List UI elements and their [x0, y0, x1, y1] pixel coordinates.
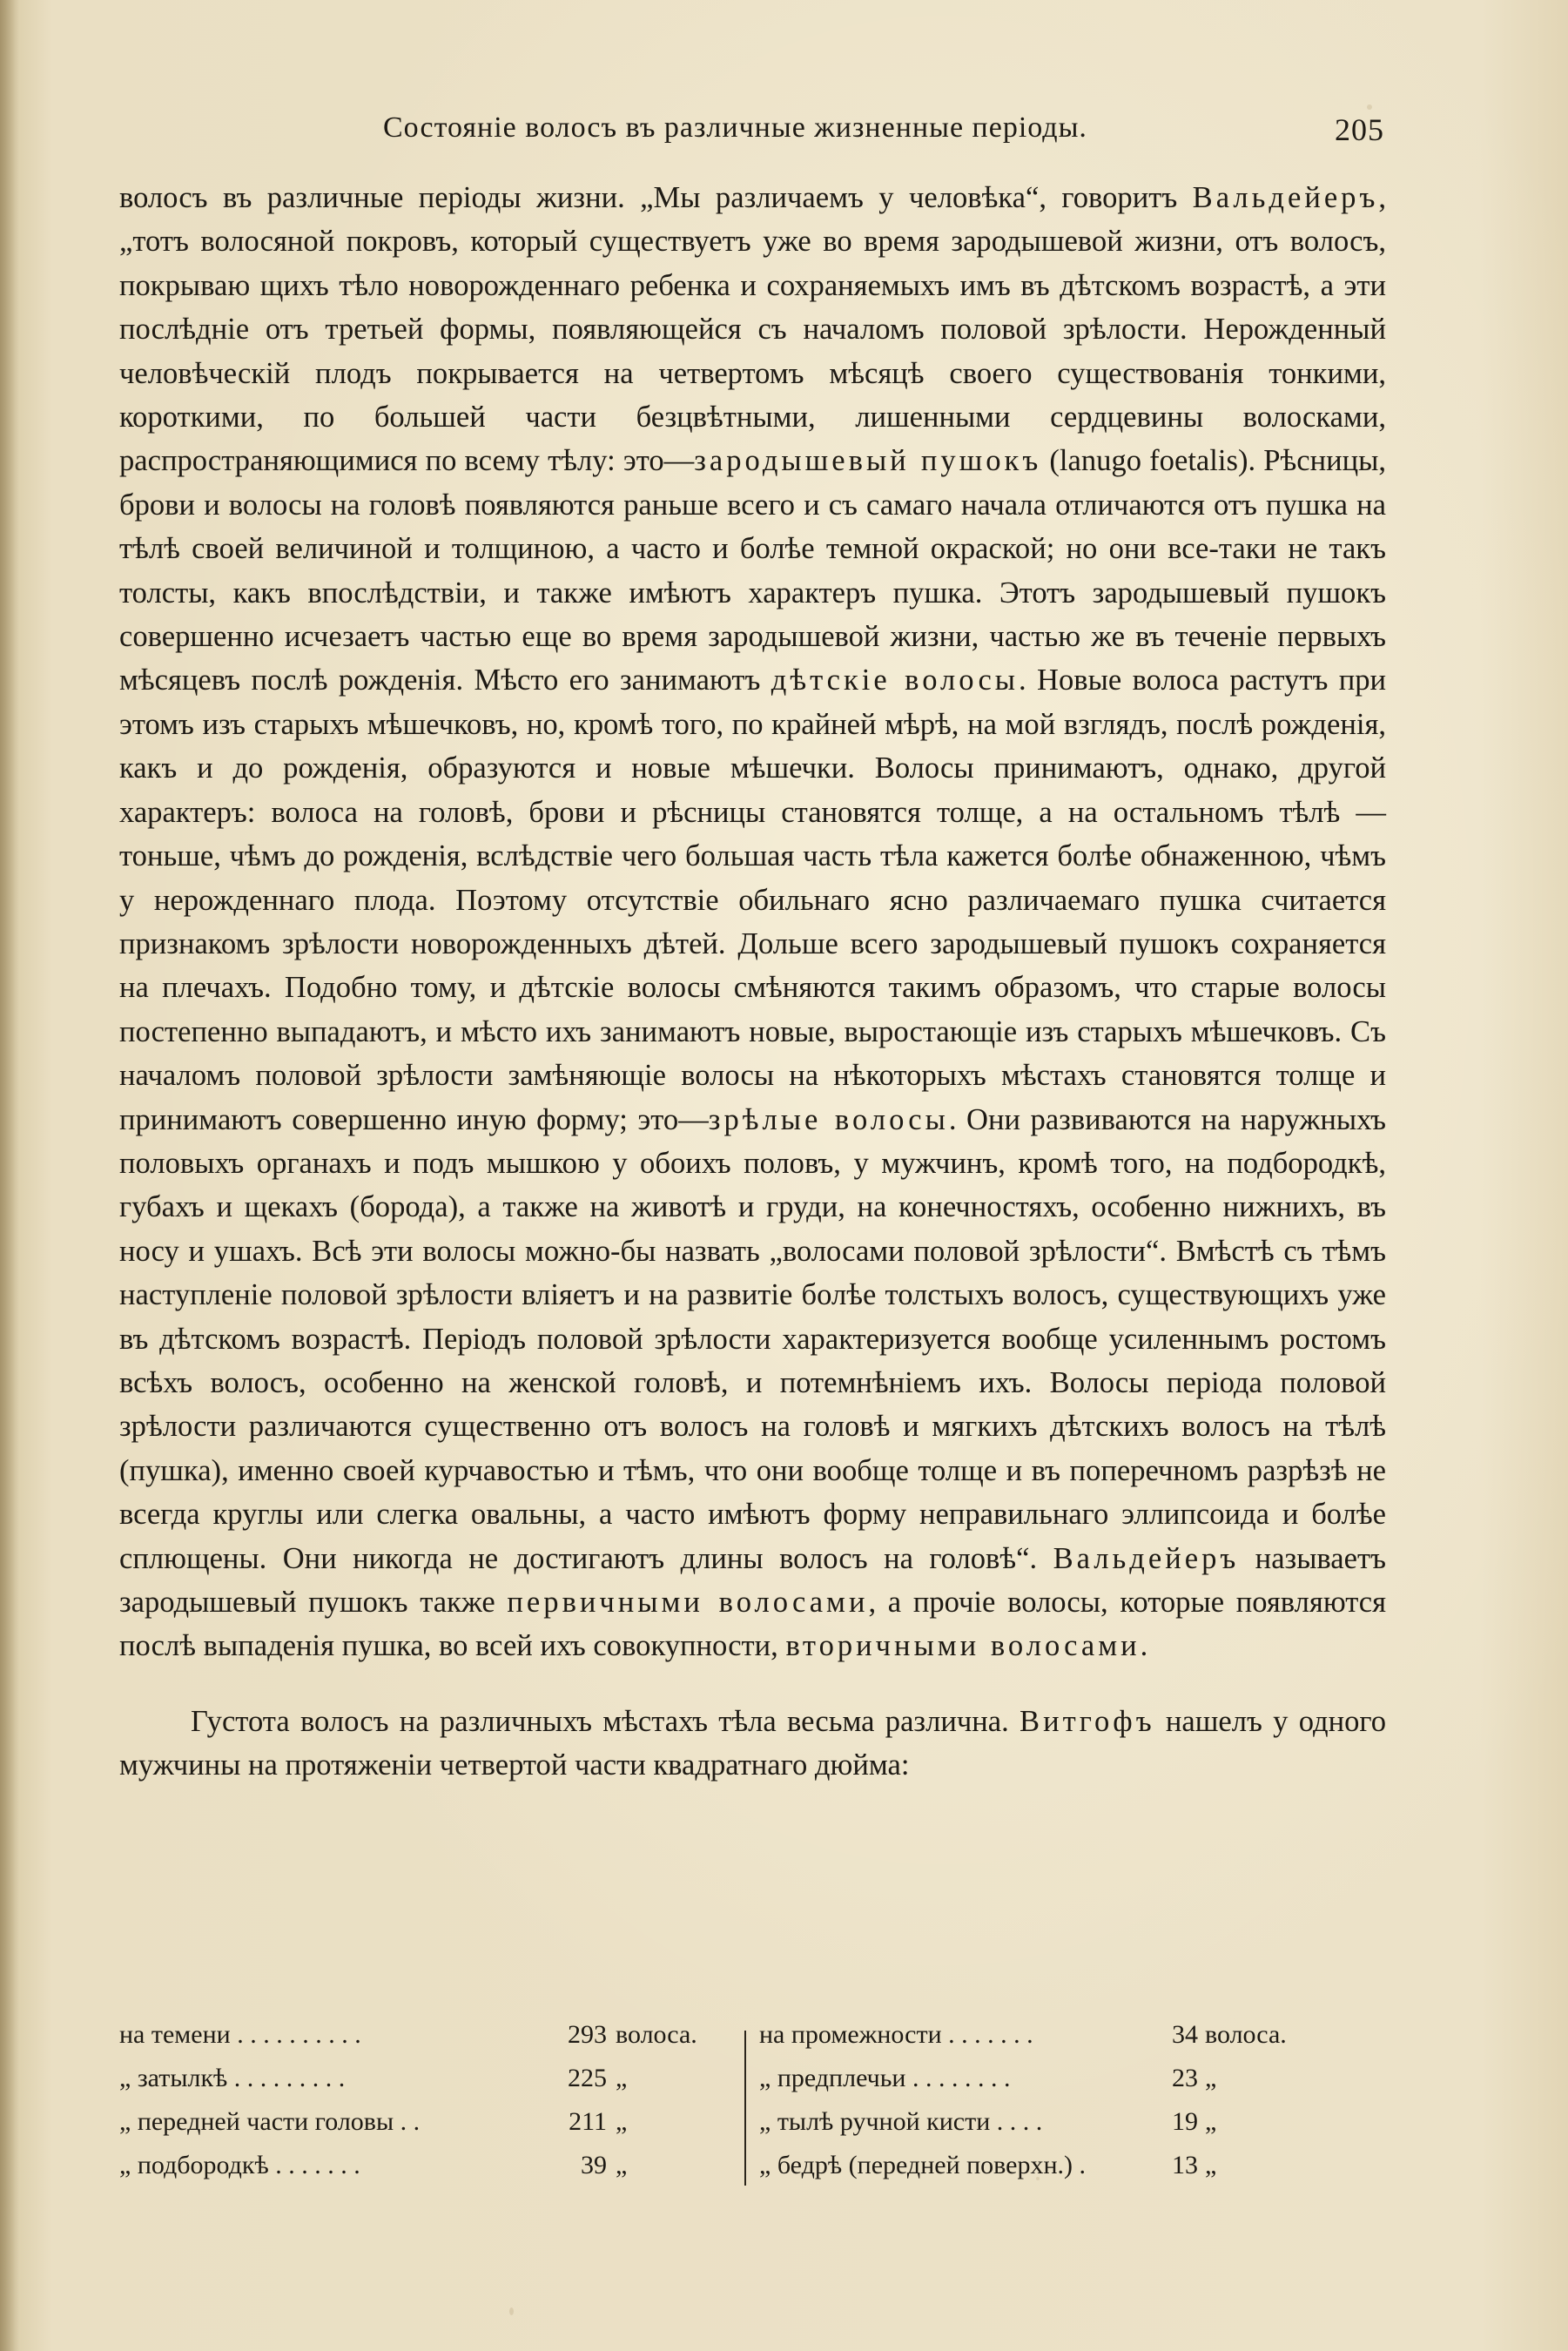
- running-title: Состоянiе волосъ въ различные жизненные перiоды.: [383, 111, 1087, 144]
- table-row: [759, 2020, 1386, 2064]
- paper-spot: [509, 2307, 514, 2315]
- row-unit: „: [1205, 2151, 1217, 2179]
- text-run: , а прочiе волосы, которые появляются послѣ выпаденiя пушка, во всей ихъ совокупности,: [119, 1586, 1386, 1663]
- row-unit: волоса.: [616, 2020, 697, 2049]
- hair-density-table: [119, 2020, 1386, 2194]
- page-number: 205: [1335, 112, 1384, 147]
- author-name: Витгофъ: [1020, 1704, 1155, 1738]
- row-value: 13: [1172, 2151, 1198, 2179]
- text-run: . Они развиваются на наружныхъ половыхъ органахъ и подъ мышкою у обоихъ половъ, у мужчинъ, кромѣ того, на подбородкѣ, губахъ и щекахъ (борода), а также на животѣ и груди, на конечностяхъ, особенно нижнихъ, въ носу и ушахъ. Всѣ эти волосы можно-бы назвать „волосами половой зрѣлости“. Вмѣстѣ съ тѣмъ наступленiе половой зрѣлости влiяетъ и на развитiе болѣе толстыхъ волосъ, существующихъ уже въ дѣтскомъ возрастѣ. Перiодъ половой зрѣлости характеризуется вообще усиленнымъ ростомъ всѣхъ волосъ, особенно на женской головѣ, и потемнѣнiемъ ихъ. Волосы перiода половой зрѣлости различаются существенно отъ волосъ на головѣ и мягкихъ дѣтскихъ волосъ на тѣлѣ (пушка), именно своей курчавостью и тѣмъ, что они вообще толще и въ поперечномъ разрѣзѣ не всегда круглы или слегка овальны, а часто имѣютъ форму неправильнаго эллипсоида и болѣе сплющены. Они никогда не достигаютъ длины волосъ на головѣ“.: [119, 1102, 1386, 1575]
- row-label: „ предплечьи . . . . . . . .: [759, 2064, 1011, 2092]
- term-emphasis: зрѣлые волосы: [708, 1102, 949, 1136]
- term-emphasis: дѣтскiе волосы: [771, 664, 1020, 697]
- column-divider: [744, 2031, 746, 2186]
- row-label: „ передней части головы . .: [119, 2107, 421, 2136]
- row-value: 19: [1172, 2107, 1198, 2136]
- row-unit: „: [616, 2107, 628, 2136]
- running-head: [118, 111, 1384, 155]
- paragraph-1: [119, 176, 1386, 1668]
- text-run: нашелъ у одного мужчины на протяженiи четвертой части квадратнаго дюйма:: [119, 1704, 1386, 1782]
- row-unit: „: [616, 2064, 628, 2092]
- row-value: 293: [568, 2020, 607, 2049]
- table-row: [119, 2107, 729, 2151]
- row-unit: „: [1205, 2064, 1217, 2092]
- row-value: 39: [581, 2151, 607, 2179]
- row-value: 211: [569, 2107, 607, 2136]
- row-label: на промежности . . . . . . .: [759, 2020, 1033, 2049]
- term-emphasis: зародышевый пушокъ: [694, 444, 1042, 478]
- table-row: [119, 2064, 729, 2107]
- row-label: „ затылкѣ . . . . . . . . .: [119, 2064, 346, 2092]
- term-emphasis: вторичными волосами: [785, 1629, 1141, 1663]
- text-run: волосъ въ различные перiоды жизни. „Мы различаемъ у человѣка“, говоритъ: [119, 181, 1193, 214]
- row-value: 34: [1172, 2020, 1198, 2049]
- row-unit: волоса.: [1205, 2020, 1287, 2049]
- text-run: . Новые волоса растутъ при этомъ изъ старыхъ мѣшечковъ, но, кромѣ того, по крайней мѣрѣ, на мой взглядъ, послѣ рожденiя, какъ и до рожденiя, образуются и новые мѣшечки. Волосы принимаютъ, однако, другой характеръ: волоса на головѣ, брови и рѣсницы становятся толще, а на остальномъ тѣлѣ — тоньше, чѣмъ до рожденiя, вслѣдствiе чего большая часть тѣла кажется болѣе обнаженною, чѣмъ у нерожденнаго плода. Поэтому отсутствiе обильнаго ясно различаемаго пушка считается признакомъ зрѣлости новорожденныхъ дѣтей. Дольше всего зародышевый пушокъ сохраняется на плечахъ. Подобно тому, и дѣтскiе волосы смѣняются такимъ образомъ, что старые волосы постепенно выпадаютъ, и мѣсто ихъ занимаютъ новые, выростающiе изъ старыхъ мѣшечковъ. Съ началомъ половой зрѣлости замѣняющiе волосы на нѣкоторыхъ мѣстахъ становятся толще и принимаютъ совершенно иную форму; это—: [119, 664, 1386, 1136]
- row-label: „ тылѣ ручной кисти . . . .: [759, 2107, 1043, 2136]
- row-label: „ подбородкѣ . . . . . . .: [119, 2151, 360, 2179]
- author-name: Вальдейеръ: [1053, 1541, 1240, 1575]
- row-value: 225: [568, 2064, 607, 2092]
- table-column-left: [119, 2020, 729, 2194]
- text-run: .: [1140, 1629, 1148, 1663]
- table-column-right: [759, 2020, 1386, 2194]
- row-value: 23: [1172, 2064, 1198, 2092]
- row-label: на темени . . . . . . . . . .: [119, 2020, 361, 2049]
- table-row: [119, 2151, 729, 2194]
- paper-spot: [1367, 104, 1372, 110]
- text-run: называетъ зародышевый пушокъ также: [119, 1541, 1386, 1619]
- body-text: [119, 176, 1386, 1788]
- row-label: „ бедрѣ (передней поверхн.) .: [759, 2151, 1087, 2179]
- text-run: Густота волосъ на различныхъ мѣстахъ тѣла весьма различна.: [191, 1704, 1020, 1738]
- term-emphasis: первичными волосами: [507, 1586, 869, 1619]
- row-unit: „: [1205, 2107, 1217, 2136]
- row-unit: „: [616, 2151, 628, 2179]
- paragraph-2: [119, 1700, 1386, 1788]
- spine-shadow: [0, 0, 19, 2351]
- table-row: [759, 2107, 1386, 2151]
- table-row: [759, 2151, 1386, 2194]
- author-name: Вальдейеръ: [1192, 181, 1379, 214]
- table-row: [119, 2020, 729, 2064]
- table-row: [759, 2064, 1386, 2107]
- text-run: , „тотъ волосяной покровъ, который существуетъ уже во время зародышевой жизни, отъ волосъ, покрываю щихъ тѣло новорожденнаго ребенка и сохраняемыхъ имъ въ дѣтскомъ возрастѣ, а эти послѣднiе отъ третьей формы, появляющейся съ началомъ половой зрѣлости. Нерожденный человѣческiй плодъ покрывается на четвертомъ мѣсяцѣ своего существованiя тонкими, короткими, по большей части безцвѣтными, лишенными сердцевины волосками, распространяющимися по всему тѣлу: это—: [119, 181, 1386, 478]
- text-run: (lanugo foetalis). Рѣсницы, брови и волосы на головѣ появляются раньше всего и съ самаго начала отличаются отъ пушка на тѣлѣ своей величиной и толщиною, а часто и болѣе темной окраской; но они все-таки не такъ толсты, какъ впослѣдствiи, и также имѣютъ характеръ пушка. Этотъ зародышевый пушокъ совершенно исчезаетъ частью еще во время зародышевой жизни, частью же въ теченiе первыхъ мѣсяцевъ послѣ рожденiя. Мѣсто его занимаютъ: [119, 444, 1387, 697]
